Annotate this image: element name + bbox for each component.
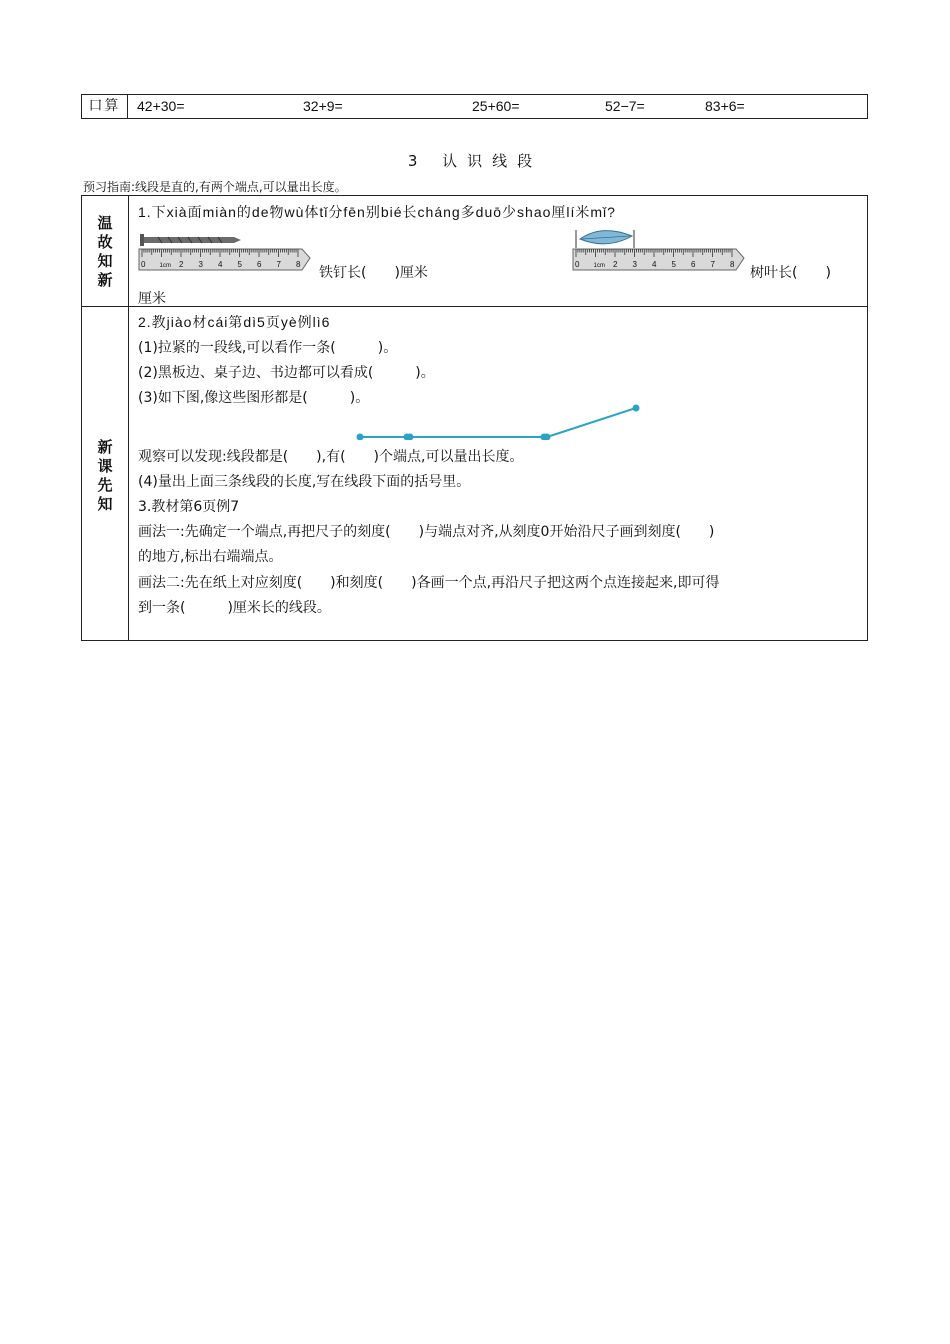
leaf-ruler-figure [572,224,747,272]
q2-sub-3: (3)如下图,像这些图形都是( )。 [138,390,370,406]
ruler-tick-label: 0 [575,260,580,269]
row-divider [82,306,867,307]
nail-icon [140,234,241,246]
oral-question-2: 32+9= [303,98,343,114]
ruler-icon [139,249,310,270]
section-preview-label: 新课先知 [97,438,113,513]
ruler-icon [573,249,744,270]
q2-heading: 2.教jiào材cái第dì5页yè例lì6 [138,314,331,330]
ruler-tick-label: 3 [198,260,203,269]
leaf-icon [576,230,634,248]
ruler-tick-label: 2 [613,260,618,269]
q2-sub-1: (1)拉紧的一段线,可以看作一条( )。 [138,340,398,356]
q1-prompt: 1.下xià面miàn的de物wù体tǐ分fēn别bié长cháng多duō少shao厘lí米mǐ? [138,204,616,220]
ruler-tick-label: 1cm [593,263,605,269]
ruler-tick-label: 8 [730,260,735,269]
segment-3 [547,408,636,437]
oral-question-4: 52−7= [605,98,645,114]
ruler-tick-label: 6 [691,260,696,269]
ruler-tick-label: 6 [257,260,262,269]
section-review-label: 温故知新 [97,214,113,289]
ruler-tick-label: 4 [218,260,223,269]
lesson-title: 3 认识线段 [407,152,543,170]
ruler-tick-label: 2 [179,260,184,269]
preview-guide: 预习指南:线段是直的,有两个端点,可以量出长度。 [83,180,347,194]
ruler-tick-label: 1cm [159,263,171,269]
ruler-tick-label: 8 [296,260,301,269]
ruler-tick-label: 7 [276,260,281,269]
oral-calc-table [81,94,868,119]
q2-sub-2: (2)黑板边、桌子边、书边都可以看成( )。 [138,365,435,381]
lesson-table [81,195,868,641]
leaf-length-unit: 厘米 [138,291,166,307]
oral-question-3: 25+60= [472,98,520,114]
q3-method-1-line-2: 的地方,标出右端端点。 [138,549,283,565]
q3-heading: 3.教材第6页例7 [138,499,240,515]
ruler-tick-label: 0 [141,260,146,269]
column-divider [128,196,129,640]
line-segments-figure [352,400,642,440]
ruler-tick-label: 4 [652,260,657,269]
ruler-tick-label: 5 [671,260,676,269]
q3-method-1-line-1: 画法一:先确定一个端点,再把尺子的刻度( )与端点对齐,从刻度0开始沿尺子画到刻度( ) [138,524,715,540]
nail-length-label: 铁钉长( )厘米 [319,265,428,281]
q2-sub-4: (4)量出上面三条线段的长度,写在线段下面的括号里。 [138,474,471,490]
q3-method-2-line-1: 画法二:先在纸上对应刻度( )和刻度( )各画一个点,再沿尺子把这两个点连接起来,即可得 [138,575,720,591]
oral-calc-label: 口算 [82,95,128,118]
leaf-length-label: 树叶长( ) [750,265,831,281]
nail-ruler-figure [138,224,313,272]
ruler-tick-label: 7 [710,260,715,269]
q2-observation: 观察可以发现:线段都是( ),有( )个端点,可以量出长度。 [138,449,524,465]
ruler-tick-label: 5 [237,260,242,269]
q3-method-2-line-2: 到一条( )厘米长的线段。 [138,600,331,616]
oral-question-5: 83+6= [705,98,745,114]
oral-question-1: 42+30= [137,98,185,114]
ruler-tick-label: 3 [632,260,637,269]
